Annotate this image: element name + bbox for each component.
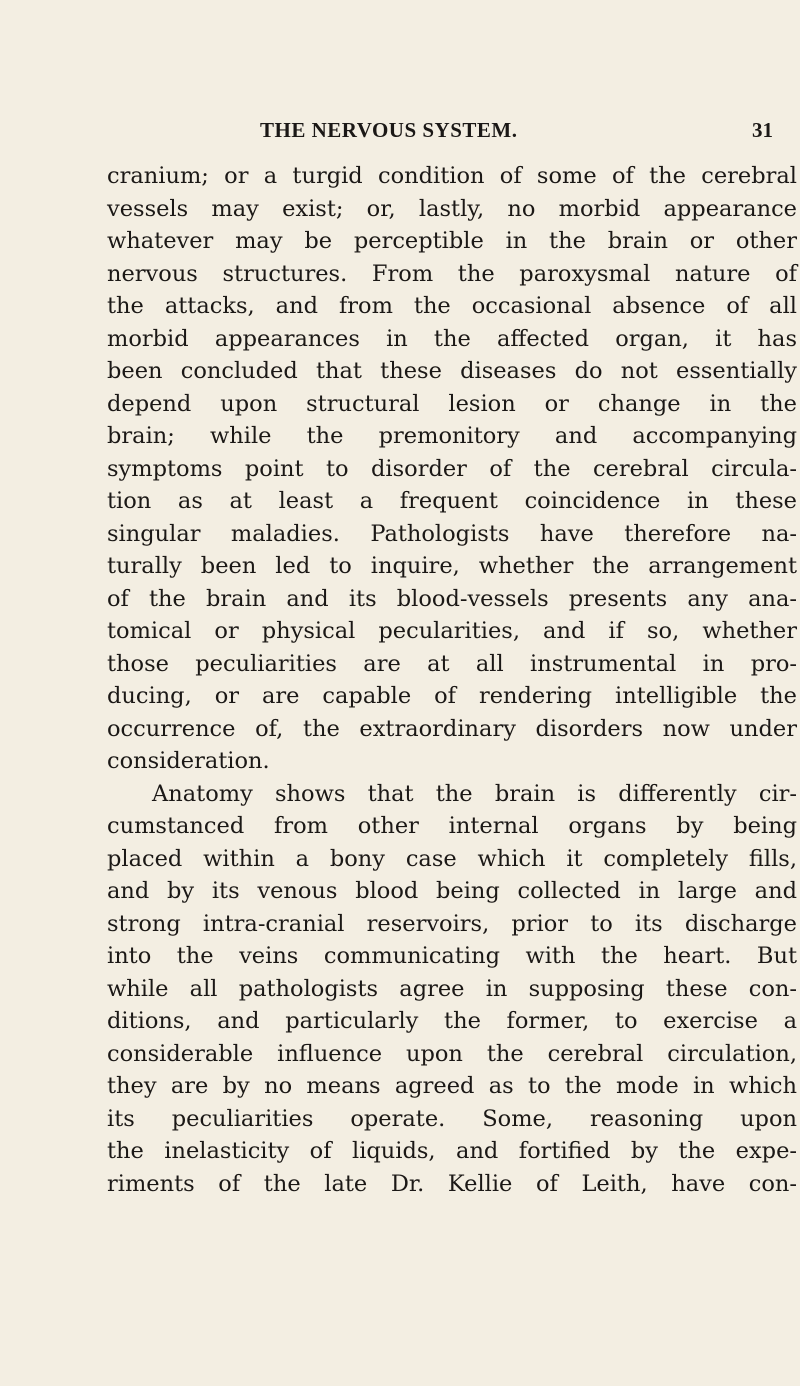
text-line: whatever may be perceptible in the brain or other — [107, 228, 797, 254]
page-number: 31 — [752, 118, 773, 142]
text-line: of the brain and its blood-vessels presents any ana- — [107, 585, 797, 612]
text-line: nervous structures. From the paroxysmal nature of — [107, 260, 797, 287]
text-line: occurrence of, the extraordinary disorders now under — [107, 715, 797, 742]
text-line: while all pathologists agree in supposing these con- — [107, 975, 797, 1002]
text-line: symptoms point to disorder of the cerebral circula- — [107, 455, 797, 482]
paragraph-end-line: consideration. — [107, 748, 270, 774]
text-line: riments of the late Dr. Kellie of Leith, have con- — [107, 1170, 797, 1197]
text-line: been concluded that these diseases do not essentially — [107, 358, 797, 384]
text-line: and by its venous blood being collected in large and — [107, 878, 797, 904]
text-line: strong intra-cranial reservoirs, prior to its discharge — [107, 910, 797, 937]
text-line: turally been led to inquire, whether the arrangement — [107, 553, 797, 579]
text-line: they are by no means agreed as to the mode in which — [107, 1073, 797, 1099]
text-line: tomical or physical pecularities, and if so, whether — [107, 618, 797, 644]
body-text — [107, 160, 797, 1200]
paragraph-first-line: Anatomy shows that the brain is differently cir- — [152, 780, 797, 807]
text-line: cumstanced from other internal organs by being — [107, 813, 797, 839]
text-line: ducing, or are capable of rendering intelligible the — [107, 683, 797, 709]
running-title: THE NERVOUS SYSTEM. — [260, 118, 518, 142]
text-line: vessels may exist; or, lastly, no morbid appearance — [107, 195, 797, 222]
text-line: singular maladies. Pathologists have therefore na- — [107, 520, 797, 547]
text-line: cranium; or a turgid condition of some of the cerebral — [107, 163, 797, 189]
text-line: morbid appearances in the affected organ, it has — [107, 325, 797, 352]
text-line: those peculiarities are at all instrumental in pro- — [107, 650, 797, 677]
text-line: depend upon structural lesion or change in the — [107, 390, 797, 417]
text-line: the inelasticity of liquids, and fortified by the expe- — [107, 1138, 797, 1164]
running-head — [0, 118, 800, 148]
text-line: placed within a bony case which it completely fills, — [107, 845, 797, 872]
text-line: tion as at least a frequent coincidence in these — [107, 488, 797, 514]
text-line: considerable influence upon the cerebral circulation, — [107, 1040, 797, 1067]
text-line: the attacks, and from the occasional absence of all — [107, 293, 797, 319]
text-line: into the veins communicating with the heart. But — [107, 943, 797, 969]
text-line: ditions, and particularly the former, to exercise a — [107, 1008, 797, 1034]
text-line: its peculiarities operate. Some, reasoning upon — [107, 1105, 797, 1132]
text-line: brain; while the premonitory and accompanying — [107, 423, 797, 449]
